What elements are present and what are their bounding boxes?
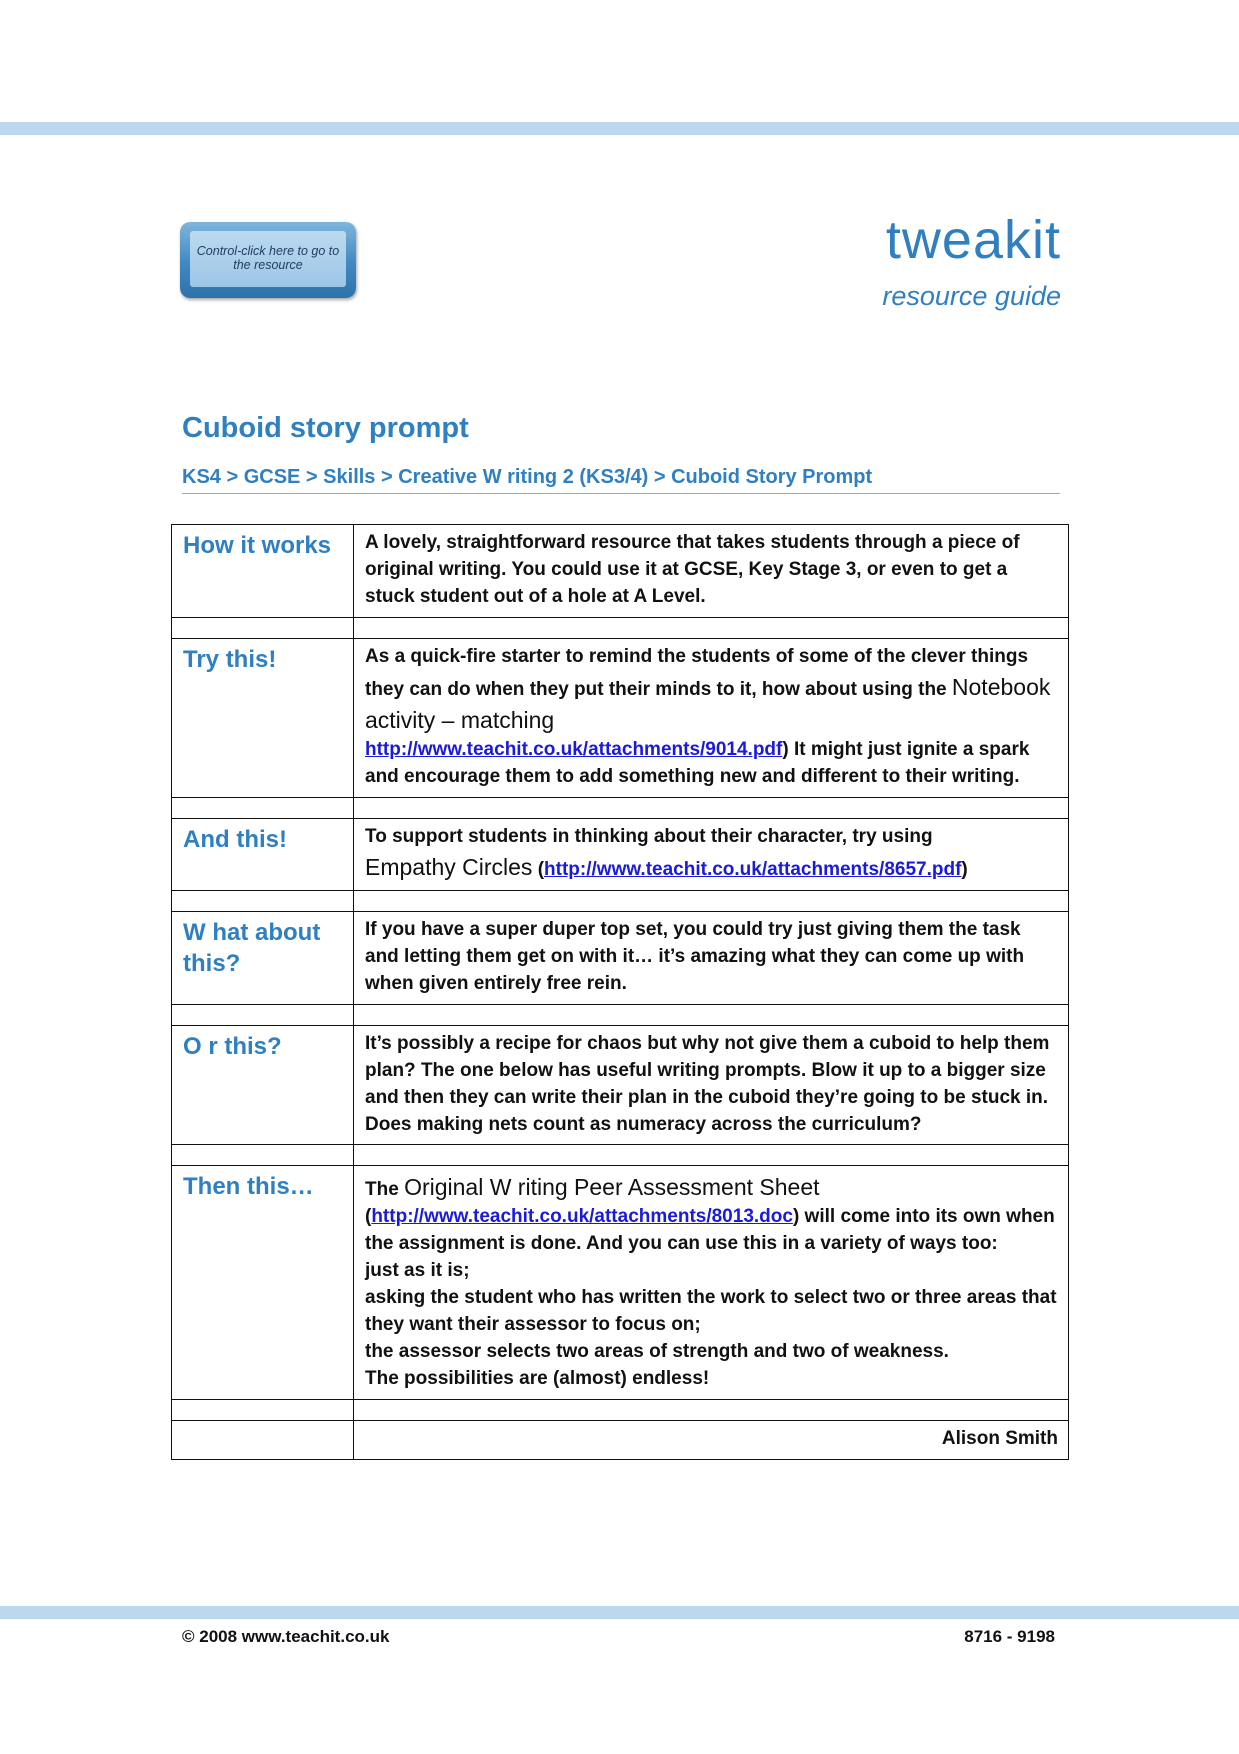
go-to-resource-label[interactable]: Control-click here to go to the resource xyxy=(190,231,346,287)
section-body: A lovely, straightforward resource that takes students through a piece of original writing. You could use it at GCSE, Key Stage 3, or even to get a stuck student out of a hole at A Level. xyxy=(354,525,1069,618)
section-body xyxy=(354,638,1069,797)
empty-cell xyxy=(172,1421,354,1460)
spacer-row xyxy=(172,797,1069,818)
section-or-this xyxy=(172,1025,1069,1145)
body-text: As a quick-fire starter to remind the students of some of the clever things they can do when they put their minds to it, how about using the xyxy=(365,645,1029,700)
section-body: If you have a super duper top set, you could try just giving them the task and letting them get on with it… it’s amazing what they can come up with when given entirely free rein. xyxy=(354,911,1069,1004)
section-what-about-this xyxy=(172,911,1069,1004)
body-text: The possibilities are (almost) endless! xyxy=(365,1368,710,1390)
section-heading: Then this… xyxy=(172,1166,354,1400)
brand-subtitle: resource guide xyxy=(882,281,1061,311)
spacer-row xyxy=(172,617,1069,638)
list-item: just as it is; xyxy=(365,1260,470,1282)
resource-name: Original W riting Peer Assessment Sheet xyxy=(404,1174,820,1201)
body-text: To support students in thinking about their character, try using xyxy=(365,825,933,847)
resource-link[interactable]: http://www.teachit.co.uk/attachments/9014.pdf xyxy=(365,738,783,760)
resource-guide-table xyxy=(171,524,1069,1460)
spacer-row xyxy=(172,1145,1069,1166)
brand-name: tweakit xyxy=(885,210,1061,270)
section-try-this xyxy=(172,638,1069,797)
section-then-this xyxy=(172,1166,1069,1400)
section-heading: O r this? xyxy=(172,1025,354,1145)
resource-link[interactable]: http://www.teachit.co.uk/attachments/8013.doc xyxy=(371,1206,793,1228)
spacer-row xyxy=(172,890,1069,911)
spacer-row xyxy=(172,1004,1069,1025)
section-heading: Try this! xyxy=(172,638,354,797)
footer-copyright: © 2008 www.teachit.co.uk xyxy=(182,1627,390,1646)
brand-block xyxy=(882,210,1061,312)
section-and-this xyxy=(172,818,1069,890)
body-text: ) will come into its own when the assignment is done. And you can use this in a variety of ways too: xyxy=(365,1206,1055,1255)
resource-link[interactable]: http://www.teachit.co.uk/attachments/8657.pdf xyxy=(544,858,962,880)
go-to-resource-button[interactable] xyxy=(180,222,356,298)
section-body: It’s possibly a recipe for chaos but why not give them a cuboid to help them plan? The one below has useful writing prompts. Blow it up to a bigger size and then they can write their plan in the cuboid they’re going to be stuck in. Does making nets count as numeracy across the curriculum? xyxy=(354,1025,1069,1145)
top-decorative-band xyxy=(0,122,1239,135)
footer-resource-code: 8716 - 9198 xyxy=(964,1627,1055,1646)
section-how-it-works xyxy=(172,525,1069,618)
section-heading: How it works xyxy=(172,525,354,618)
breadcrumb: KS4 > GCSE > Skills > Creative W riting 2 (KS3/4) > Cuboid Story Prompt xyxy=(182,466,1060,494)
section-heading: W hat about this? xyxy=(172,911,354,1004)
body-text: The xyxy=(365,1179,399,1201)
page-title: Cuboid story prompt xyxy=(182,412,469,444)
resource-name: Empathy Circles xyxy=(365,853,533,880)
section-body: The Original W riting Peer Assessment Sheet (http://www.teachit.co.uk/attachments/8013.doc) will come into its own when the assignment is done. And you can use this in a variety of ways too: just as it is; asking the student who has written the work to select two or three areas that they want their assessor to focus on; the assessor selects two areas of strength and two of weakness. The possibilities are (almost) endless! xyxy=(354,1166,1069,1400)
spacer-row xyxy=(172,1400,1069,1421)
author-name: Alison Smith xyxy=(354,1421,1069,1460)
author-row xyxy=(172,1421,1069,1460)
list-item: the assessor selects two areas of strength and two of weakness. xyxy=(365,1341,949,1363)
body-text: ) It might just ignite a spark and encourage them to add something new and different to their writing. xyxy=(365,738,1030,787)
section-heading: And this! xyxy=(172,818,354,890)
resource-name: Notebook activity – matching xyxy=(365,673,1051,733)
section-body: To support students in thinking about their character, try using Empathy Circles (http://www.teachit.co.uk/attachments/8657.pdf) xyxy=(354,818,1069,890)
list-item: asking the student who has written the work to select two or three areas that they want their assessor to focus on; xyxy=(365,1287,1057,1336)
bottom-decorative-band xyxy=(0,1606,1239,1619)
